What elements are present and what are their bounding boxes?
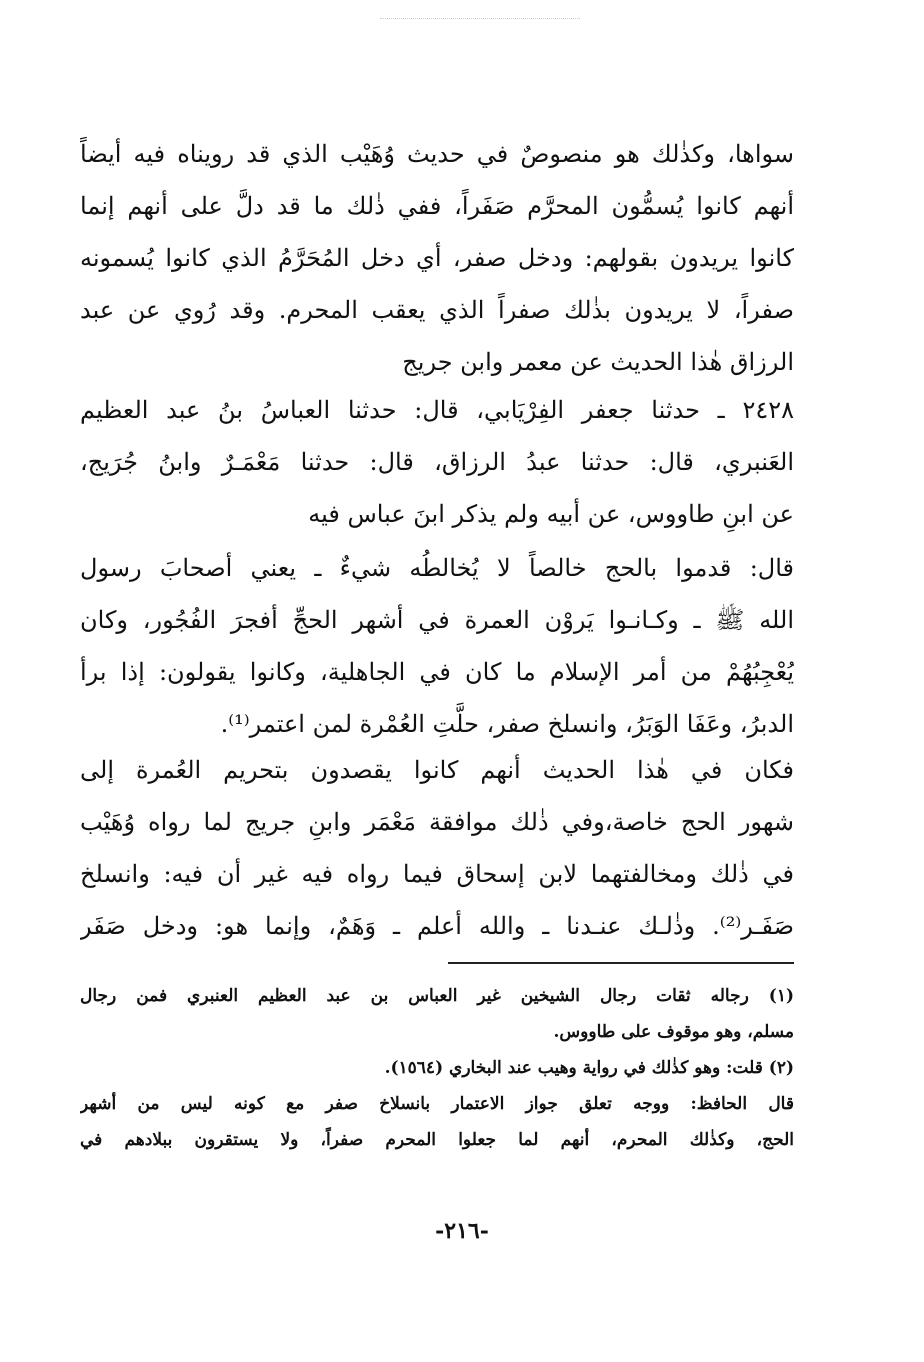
footnote-2 — [80, 1050, 794, 1086]
paragraph-4 — [80, 744, 794, 952]
footnote-line: (٢) قلت: وهو كذٰلك في رواية وهيب عند البخاري (١٥٦٤). — [384, 1058, 794, 1078]
footnote-line: الحج، وكذٰلك المحرم، أنهم لما جعلوا المحرم صفراً، ولا يستقرون ببلادهم في — [80, 1130, 794, 1150]
text-line: صفراً، لا يريدون بذٰلك صفراً الذي يعقب المحرم. وقد رُوي عن عبد — [80, 296, 794, 324]
text-line: شهور الحج خاصة،وفي ذٰلك موافقة مَعْمَر وابنِ جريج لما رواه وُهَيْب — [80, 808, 794, 836]
footnote-line: مسلم، وهو موقوف على طاووس. — [553, 1022, 794, 1042]
footnote-separator — [448, 962, 794, 964]
footnote-line: قال الحافظ: ووجه تعلق جواز الاعتمار بانسلاخ صفر مع كونه ليس من أشهر — [80, 1094, 794, 1114]
scan-speckle — [380, 18, 580, 19]
text-line: العَنبري، قال: حدثنا عبدُ الرزاق، قال: حدثنا مَعْمَـرٌ وابنُ جُرَيج، — [80, 448, 794, 476]
text-line: الدبرُ، وعَفَا الوَبَرُ، وانسلخ صفر، حلَّتِ العُمْرة لمن اعتمر⁽¹⁾. — [220, 710, 794, 738]
page-number: -٢١٦- — [435, 1218, 489, 1244]
footnote-1 — [80, 978, 794, 1050]
paragraph-2 — [80, 384, 794, 540]
main-text-hadith — [80, 384, 794, 540]
footnote-2-continuation — [80, 1086, 794, 1158]
text-line: ٢٤٢٨ ـ حدثنا جعفر الفِرْيَابي، قال: حدثنا العباسُ بنُ عبد العظيم — [80, 396, 794, 424]
footnote-line: (١) رجاله ثقات رجال الشيخين غير العباس بن عبد العظيم العنبري فمن رجال — [80, 986, 794, 1006]
text-line: قال: قدموا بالحج خالصاً لا يُخالطُه شيءٌ ـ يعني أصحابَ رسول — [80, 554, 794, 582]
text-line: عن ابنِ طاووس، عن أبيه ولم يذكر ابنَ عباس فيه — [308, 500, 794, 528]
main-text — [80, 128, 794, 388]
text-line: أنهم كانوا يُسمُّون المحرَّم صَفَراً، ففي ذٰلك ما قد دلَّ على أنهم إنما — [80, 192, 794, 220]
main-text-commentary — [80, 744, 794, 952]
text-line: فكان في هٰذا الحديث أنهم كانوا يقصدون بتحريم العُمرة إلى — [80, 756, 794, 784]
paragraph-1 — [80, 128, 794, 388]
text-line: سواها، وكذٰلك هو منصوصٌ في حديث وُهَيْب الذي قد رويناه فيه أيضاً — [80, 140, 794, 168]
text-line: الرزاق هٰذا الحديث عن معمر وابن جريج — [402, 348, 794, 376]
text-line: الله ﷺ ـ وكـانـوا يَروْن العمرة في أشهر الحجِّ أفجرَ الفُجُور، وكان — [80, 606, 794, 634]
text-line: يُعْجِبُهُمْ من أمر الإسلام ما كان في الجاهلية، وكانوا يقولون: إذا برأ — [80, 658, 794, 686]
footnotes — [80, 978, 794, 1158]
text-line: كانوا يريدون بقولهم: ودخل صفر، أي دخل المُحَرَّمُ الذي كانوا يُسمونه — [80, 244, 794, 272]
text-line: صَفَـر⁽²⁾. وذٰلـك عنـدنا ـ والله أعلم ـ وَهَمٌ، وإنما هو: ودخل صَفَر — [80, 912, 794, 940]
text-line: في ذٰلك ومخالفتهما لابن إسحاق فيما رواه فيه غير أن فيه: وانسلخ — [80, 860, 794, 888]
paragraph-3 — [80, 542, 794, 750]
main-text-matn — [80, 542, 794, 750]
